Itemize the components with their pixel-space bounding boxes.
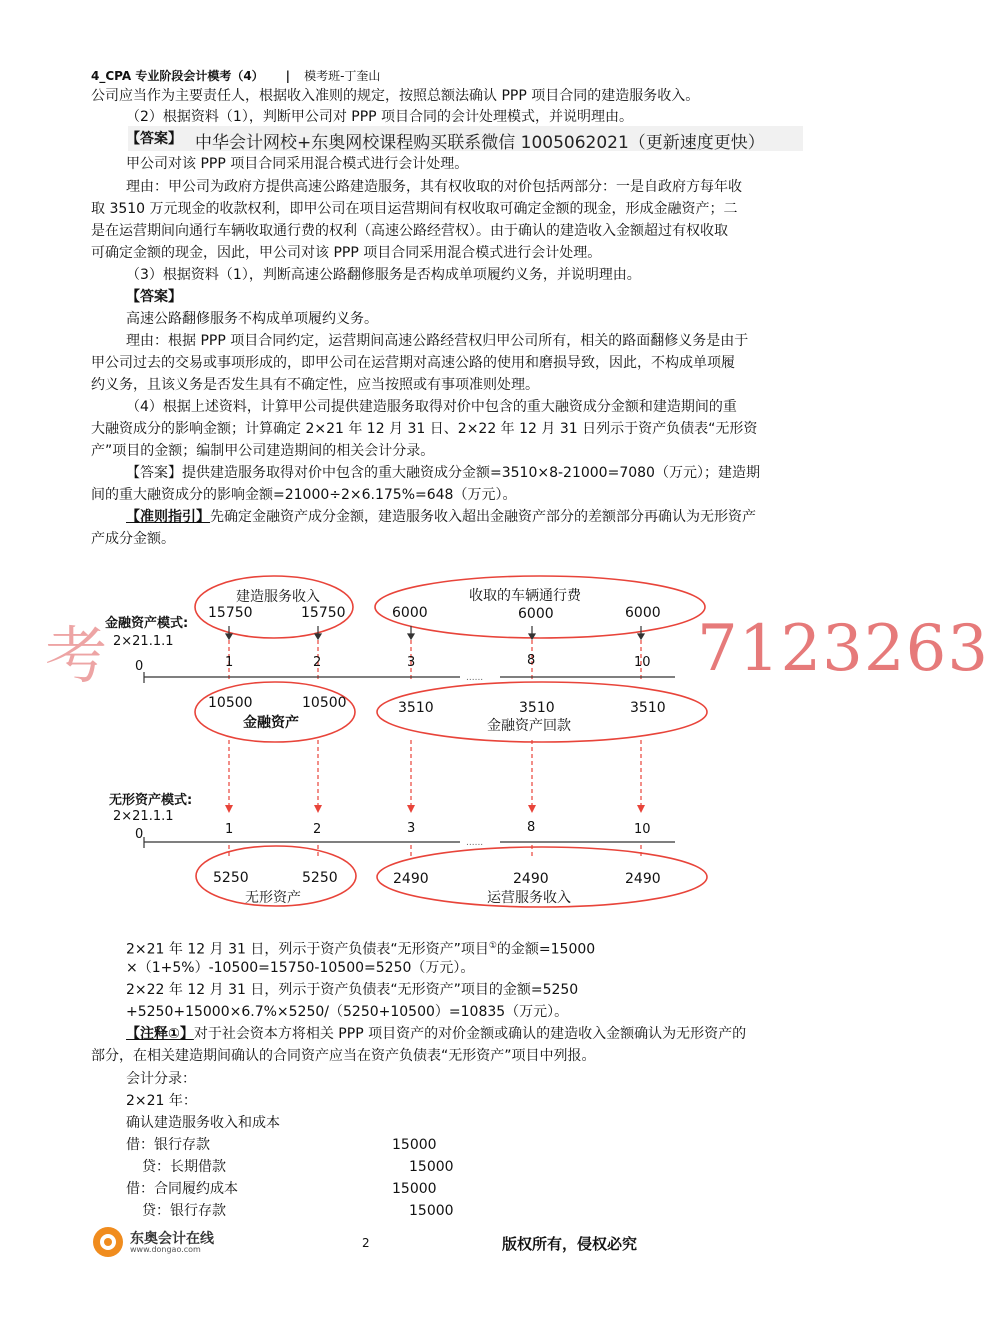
tick-10: 10 <box>634 655 651 670</box>
ops-label: 运营服务收入 <box>487 890 571 906</box>
guideline-line <box>126 507 756 528</box>
answer-text: 甲公司对该 PPP 项目合同采用混合模式进行会计处理。 <box>126 156 469 172</box>
tick-8: 8 <box>527 820 536 835</box>
toll-label: 收取的车辆通行费 <box>469 588 581 604</box>
fa-return-label: 金融资产回款 <box>487 718 571 734</box>
tick-10: 10 <box>634 822 651 837</box>
ia-value: 5250 <box>302 870 338 886</box>
tick-3: 3 <box>407 655 416 670</box>
note-line <box>126 1024 746 1045</box>
entries-subtitle: 确认建造服务收入和成本 <box>126 1115 280 1131</box>
question-line: 大融资成分的影响金额；计算确定 2×21 年 12 月 31 日、2×22 年 12 月 31 日列示于资产负债表“无形资 <box>91 421 758 437</box>
header-title: 4_CPA 专业阶段会计模考（4） <box>91 69 264 83</box>
watermark-number: 7123263 <box>697 612 989 686</box>
question-4: （4）根据上述资料，计算甲公司提供建造服务取得对价中包含的重大融资成分金额和建造期间的重 <box>126 399 737 415</box>
tick-2: 2 <box>313 822 322 837</box>
reason-line: 理由：根据 PPP 项目合同约定，运营期间高速公路经营权归甲公司所有，相关的路面翻修义务是由于 <box>126 333 749 349</box>
fa-value: 10500 <box>302 695 347 711</box>
ia-value: 5250 <box>213 870 249 886</box>
question-3: （3）根据资料（1），判断高速公路翻修服务是否构成单项履约义务，并说明理由。 <box>126 267 641 283</box>
calc-line: 2×22 年 12 月 31 日，列示于资产负债表“无形资产”项目的金额=5250 <box>126 982 579 998</box>
fa-return-value: 3510 <box>630 700 666 716</box>
timeline-diagram <box>95 570 725 915</box>
fa-ellipse <box>195 682 355 742</box>
entry-amount: 15000 <box>409 1203 454 1219</box>
watermark-banner-text: 中华会计网校+东奥网校课程购买联系微信 1005062021（更新速度更快） <box>195 133 765 153</box>
answer-label: 【答案】 <box>126 131 182 147</box>
calc-line: 2×21 年 12 月 31 日，列示于资产负债表“无形资产”项目①的金额=15000 <box>126 941 596 958</box>
reason-line: 理由：甲公司为政府方提供高速公路建造服务，其有权收取的对价包括两部分：一是自政府方每年收 <box>126 179 742 195</box>
axis-dots: ...... <box>466 838 484 848</box>
answer-text: 间的重大融资成分的影响金额=21000÷2×6.175%=648（万元）。 <box>91 487 517 503</box>
tick-0: 0 <box>135 827 144 842</box>
entry-label: 贷：银行存款 <box>142 1203 226 1219</box>
tick-3: 3 <box>407 821 416 836</box>
header-separator: | <box>285 69 291 83</box>
answer-text: 【答案】提供建造服务取得对价中包含的重大融资成分金额=3510×8-21000=7080（万元）；建造期 <box>126 465 760 481</box>
logo-name: 东奥会计在线 <box>130 1231 214 1247</box>
page-header <box>91 67 380 84</box>
ia-label: 无形资产 <box>245 890 301 906</box>
reason-line: 约义务，且该义务是否发生具有不确定性，应当按照或有事项准则处理。 <box>91 377 539 393</box>
construction-label: 建造服务收入 <box>236 589 320 605</box>
toll-value: 6000 <box>518 606 554 622</box>
tick-0: 0 <box>135 659 144 674</box>
tick-1: 1 <box>225 655 234 670</box>
date-label: 2×21.1.1 <box>113 809 174 824</box>
reason-line: 甲公司过去的交易或事项形成的，即甲公司在运营期对高速公路的使用和磨损导致，因此，不构成单项履 <box>91 355 735 371</box>
tick-2: 2 <box>313 655 322 670</box>
date-label: 2×21.1.1 <box>113 634 174 649</box>
entry-label: 借：银行存款 <box>126 1137 210 1153</box>
copyright-notice: 版权所有，侵权必究 <box>502 1235 638 1253</box>
tick-8: 8 <box>527 653 536 668</box>
tick-1: 1 <box>225 822 234 837</box>
question-2: （2）根据资料（1），判断甲公司对 PPP 项目合同的会计处理模式，并说明理由。 <box>126 109 634 125</box>
fa-value: 10500 <box>208 695 253 711</box>
calc-line: ×（1+5%）-10500=15750-10500=5250（万元）。 <box>126 960 475 976</box>
construction-value: 15750 <box>208 605 253 621</box>
entry-amount: 15000 <box>409 1159 454 1175</box>
header-subtitle: 模考班-丁奎山 <box>304 69 381 83</box>
footnote-mark: ① <box>488 941 497 951</box>
page-number: 2 <box>362 1236 370 1250</box>
answer-label: 【答案】 <box>126 289 182 305</box>
toll-value: 6000 <box>392 605 428 621</box>
ops-value: 2490 <box>625 871 661 887</box>
dongao-logo-icon <box>91 1225 127 1259</box>
paragraph-line: 公司应当作为主要责任人，根据收入准则的规定，按照总额法确认 PPP 项目合同的建造服务收入。 <box>91 88 700 104</box>
logo-url: www.dongao.com <box>130 1245 201 1254</box>
fa-label: 金融资产 <box>243 715 299 731</box>
fa-mode-label: 金融资产模式: <box>105 616 189 631</box>
note-label: 【注释①】 <box>126 1026 194 1042</box>
entries-title: 会计分录： <box>126 1071 196 1087</box>
reason-line: 取 3510 万元现金的收款权利，即甲公司在项目运营期间有权收取可确定金额的现金，形成金融资产；二 <box>91 201 738 217</box>
toll-value: 6000 <box>625 605 661 621</box>
guideline-text: 产成分金额。 <box>91 531 175 547</box>
construction-value: 15750 <box>301 605 346 621</box>
question-line: 产”项目的金额；编制甲公司建造期间的相关会计分录。 <box>91 443 435 459</box>
fa-return-value: 3510 <box>519 700 555 716</box>
watermark-char: 考 <box>45 619 108 692</box>
calc-line: +5250+15000×6.7%×5250/（5250+10500）=10835（万元）。 <box>126 1004 569 1020</box>
guideline-text: 先确定金融资产成分金额，建造服务收入超出金融资产部分的差额部分再确认为无形资产 <box>210 509 756 525</box>
ia-mode-label: 无形资产模式: <box>109 793 193 808</box>
entry-label: 贷：长期借款 <box>142 1159 226 1175</box>
entry-amount: 15000 <box>392 1181 437 1197</box>
reason-line: 可确定金额的现金，因此，甲公司对该 PPP 项目合同采用混合模式进行会计处理。 <box>91 245 602 261</box>
axis-dots: ...... <box>466 673 484 683</box>
note-text: 对于社会资本方将相关 PPP 项目资产的对价金额或确认的建造收入金额确认为无形资产的 <box>193 1026 747 1042</box>
entry-amount: 15000 <box>392 1137 437 1153</box>
entries-year: 2×21 年： <box>126 1093 197 1109</box>
guideline-label: 【准则指引】 <box>126 509 210 525</box>
answer-text: 高速公路翻修服务不构成单项履约义务。 <box>126 311 378 327</box>
entry-label: 借：合同履约成本 <box>126 1181 238 1197</box>
ops-value: 2490 <box>513 871 549 887</box>
reason-line: 是在运营期间向通行车辆收取通行费的权利（高速公路经营权）。由于确认的建造收入金额超过有权收取 <box>91 223 728 239</box>
note-text: 部分，在相关建造期间确认的合同资产应当在资产负债表“无形资产”项目中列报。 <box>91 1048 596 1064</box>
ops-value: 2490 <box>393 871 429 887</box>
fa-return-value: 3510 <box>398 700 434 716</box>
